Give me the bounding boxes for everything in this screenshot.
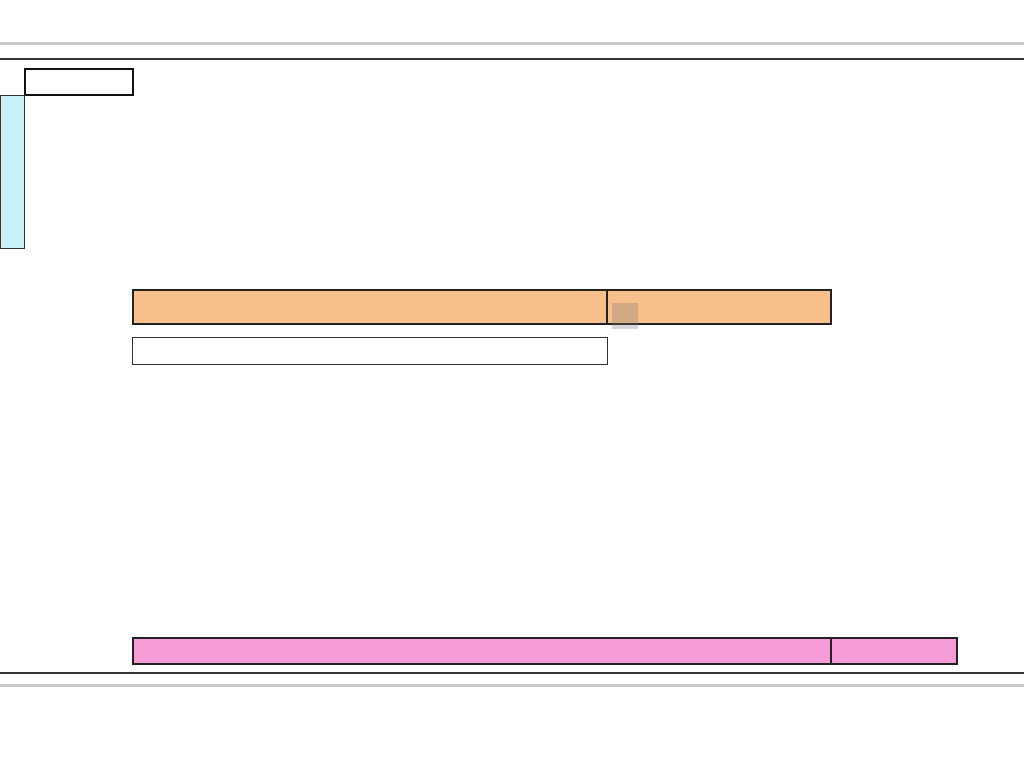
table-top-line [0,58,1024,60]
appurtenance-total-value [830,637,958,665]
table-bottom-line [0,672,1024,674]
appurtenance-header [132,337,608,365]
bottom-border [0,684,1024,687]
apartment-code [24,68,134,96]
cyan-side-bar [0,95,25,249]
apartment-total-label [132,289,608,325]
apartment-total-value [606,289,832,325]
appurtenance-total-label [132,637,832,665]
top-border [0,42,1024,45]
watermark-logo-square [612,303,638,329]
